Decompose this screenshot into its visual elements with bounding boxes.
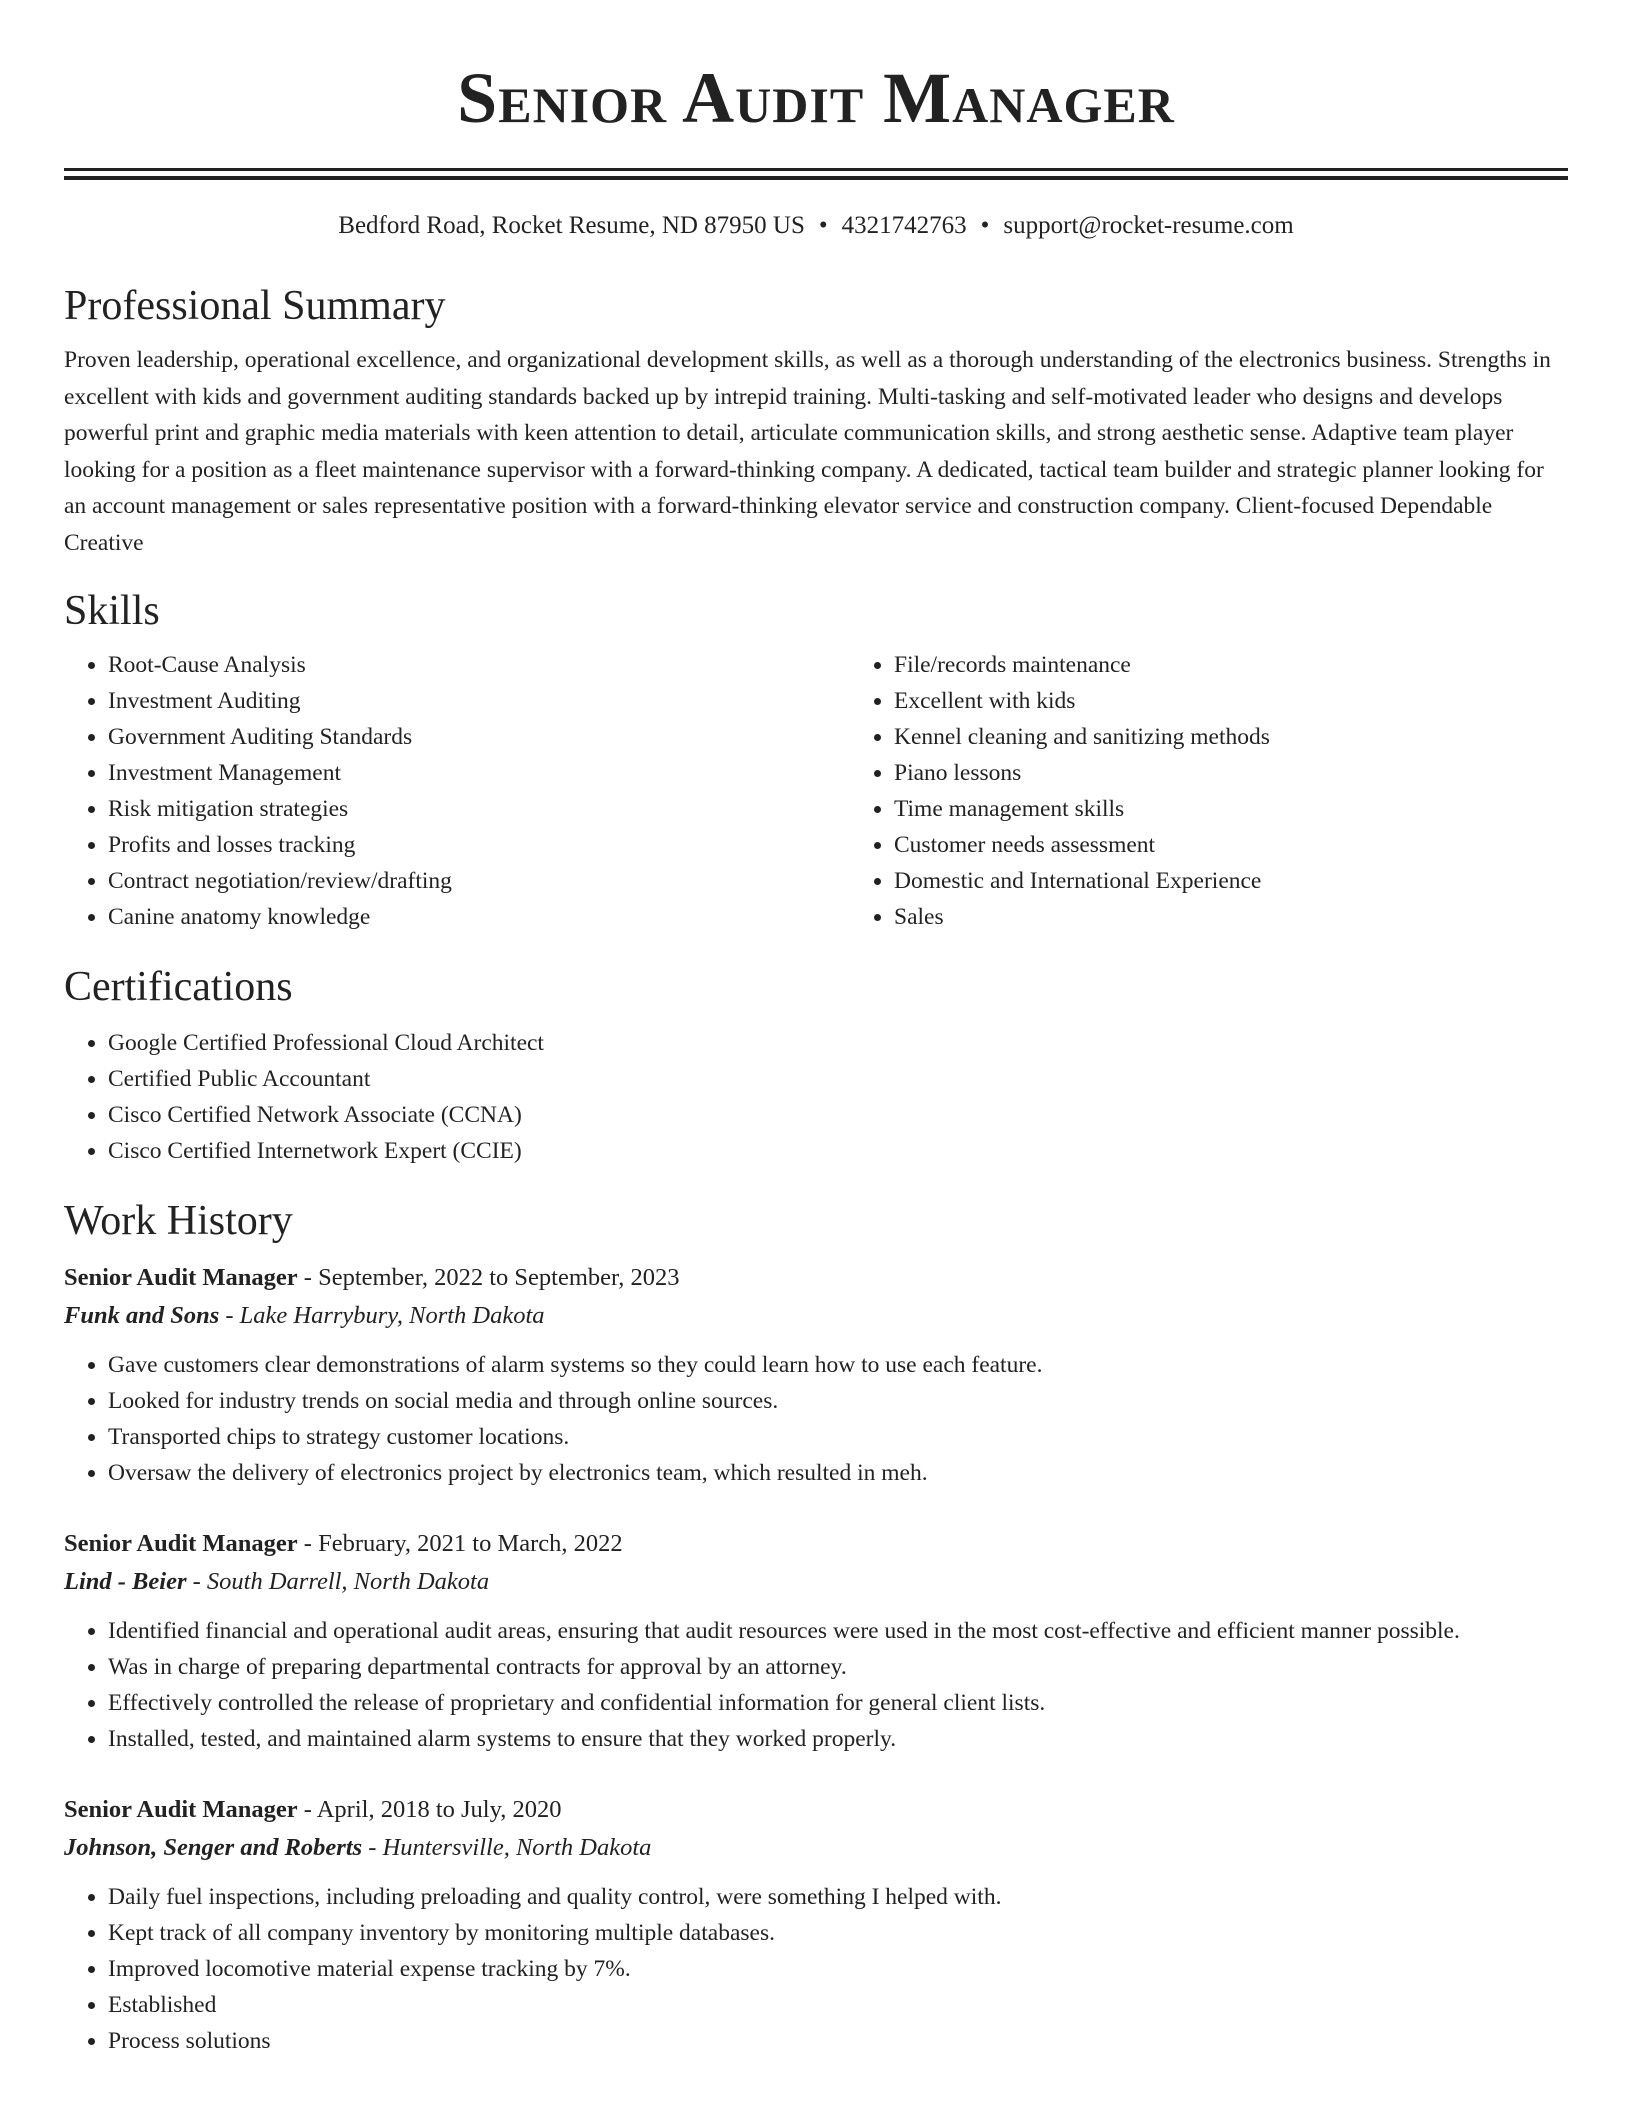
work-history-heading: Work History bbox=[64, 1198, 293, 1244]
skill-item: • Government Auditing Standards bbox=[108, 719, 850, 755]
skill-item: • Canine anatomy knowledge bbox=[108, 899, 850, 935]
summary-heading: Professional Summary bbox=[64, 283, 446, 329]
certifications-list bbox=[64, 1025, 1568, 1169]
job-location: - South Darrell, North Dakota bbox=[186, 1568, 490, 1595]
certification-item: • Google Certified Professional Cloud Architect bbox=[108, 1025, 1568, 1061]
skills-heading: Skills bbox=[64, 588, 160, 634]
skill-item: • Risk mitigation strategies bbox=[108, 791, 850, 827]
skill-item: • Profits and losses tracking bbox=[108, 827, 850, 863]
job-bullet: • Effectively controlled the release of proprietary and confidential information for general client lists. bbox=[108, 1685, 1568, 1721]
job-entry bbox=[64, 1791, 1568, 2059]
summary-text: Proven leadership, operational excellence, and organizational development skills, as well as a thorough understanding of the electronics business. Strengths in excellent with kids and government auditing standards backed up by intrepid training. Multi-tasking and self-motivated leader who designs and develops powerful print and graphic media materials with keen attention to detail, articulate communication skills, and strong aesthetic sense. Adaptive team player looking for a position as a fleet maintenance supervisor with a forward-thinking company. A dedicated, tactical team builder and strategic planner looking for an account management or sales representative position with a forward-thinking elevator service and construction company. Client-focused Dependable Creative bbox=[64, 347, 1551, 556]
skill-item: • Contract negotiation/review/drafting bbox=[108, 863, 850, 899]
job-location: - Huntersville, North Dakota bbox=[362, 1834, 652, 1861]
job-bullets bbox=[64, 1879, 1568, 2059]
job-entry bbox=[64, 1259, 1568, 1491]
skill-item: • Time management skills bbox=[894, 791, 1632, 827]
certification-item: • Cisco Certified Network Associate (CCNA) bbox=[108, 1097, 1568, 1133]
job-bullet: • Identified financial and operational audit areas, ensuring that audit resources were used in the most cost-effective and efficient manner possible. bbox=[108, 1613, 1568, 1649]
resume-page bbox=[64, 0, 1568, 2059]
skill-item: • Domestic and International Experience bbox=[894, 863, 1632, 899]
job-title-line bbox=[64, 1525, 1568, 1563]
job-bullet: • Gave customers clear demonstrations of alarm systems so they could learn how to use each feature. bbox=[108, 1347, 1568, 1383]
job-bullet: • Looked for industry trends on social media and through online sources. bbox=[108, 1383, 1568, 1419]
job-bullet: • Kept track of all company inventory by monitoring multiple databases. bbox=[108, 1915, 1568, 1951]
contact-address: Bedford Road, Rocket Resume, ND 87950 US bbox=[338, 212, 805, 239]
job-bullet: • Oversaw the delivery of electronics project by electronics team, which resulted in meh. bbox=[108, 1455, 1568, 1491]
skills-list-left bbox=[64, 647, 850, 935]
job-title-line bbox=[64, 1791, 1568, 1829]
job-bullet: • Established bbox=[108, 1987, 1568, 2023]
certifications-heading: Certifications bbox=[64, 964, 293, 1010]
contact-separator: • bbox=[818, 212, 828, 239]
job-bullet: • Daily fuel inspections, including preloading and quality control, were something I helped with. bbox=[108, 1879, 1568, 1915]
skill-item: • Excellent with kids bbox=[894, 683, 1632, 719]
skill-item: • Customer needs assessment bbox=[894, 827, 1632, 863]
contact-email[interactable]: support@rocket-resume.com bbox=[1003, 212, 1294, 239]
job-title: Senior Audit Manager bbox=[64, 1530, 298, 1557]
job-title: Senior Audit Manager bbox=[64, 1264, 298, 1291]
title-rule-top bbox=[64, 168, 1568, 171]
skills-list-right bbox=[850, 647, 1632, 935]
job-bullet: • Installed, tested, and maintained alarm systems to ensure that they worked properly. bbox=[108, 1721, 1568, 1757]
job-company: Lind - Beier bbox=[64, 1568, 187, 1595]
job-bullet: • Transported chips to strategy customer locations. bbox=[108, 1419, 1568, 1455]
job-bullet: • Was in charge of preparing departmental contracts for approval by an attorney. bbox=[108, 1649, 1568, 1685]
job-company: Johnson, Senger and Roberts bbox=[64, 1834, 363, 1861]
job-title-line bbox=[64, 1259, 1568, 1297]
job-dates: - September, 2022 to September, 2023 bbox=[297, 1264, 680, 1291]
contact-separator: • bbox=[980, 212, 990, 239]
skill-item: • Root-Cause Analysis bbox=[108, 647, 850, 683]
skill-item: • Investment Auditing bbox=[108, 683, 850, 719]
job-company-line bbox=[64, 1829, 1568, 1867]
job-title: Senior Audit Manager bbox=[64, 1796, 298, 1823]
job-bullet: • Improved locomotive material expense tracking by 7%. bbox=[108, 1951, 1568, 1987]
skill-item: • File/records maintenance bbox=[894, 647, 1632, 683]
job-bullets bbox=[64, 1613, 1568, 1757]
title-rule-bottom bbox=[64, 176, 1568, 180]
job-entry bbox=[64, 1525, 1568, 1757]
skill-item: • Sales bbox=[894, 899, 1632, 935]
skills-columns bbox=[64, 647, 1568, 935]
job-bullet: • Process solutions bbox=[108, 2023, 1568, 2059]
job-company-line bbox=[64, 1297, 1568, 1335]
certification-item: • Certified Public Accountant bbox=[108, 1061, 1568, 1097]
job-dates: - April, 2018 to July, 2020 bbox=[297, 1796, 562, 1823]
certification-item: • Cisco Certified Internetwork Expert (CCIE) bbox=[108, 1133, 1568, 1169]
job-location: - Lake Harrybury, North Dakota bbox=[219, 1302, 545, 1329]
skill-item: • Investment Management bbox=[108, 755, 850, 791]
resume-title: Senior Audit Manager bbox=[457, 58, 1175, 138]
job-company-line bbox=[64, 1563, 1568, 1601]
contact-phone: 4321742763 bbox=[841, 212, 967, 239]
skill-item: • Kennel cleaning and sanitizing methods bbox=[894, 719, 1632, 755]
job-bullets bbox=[64, 1347, 1568, 1491]
job-dates: - February, 2021 to March, 2022 bbox=[297, 1530, 623, 1557]
job-company: Funk and Sons bbox=[64, 1302, 220, 1329]
contact-line bbox=[64, 210, 1568, 242]
skill-item: • Piano lessons bbox=[894, 755, 1632, 791]
